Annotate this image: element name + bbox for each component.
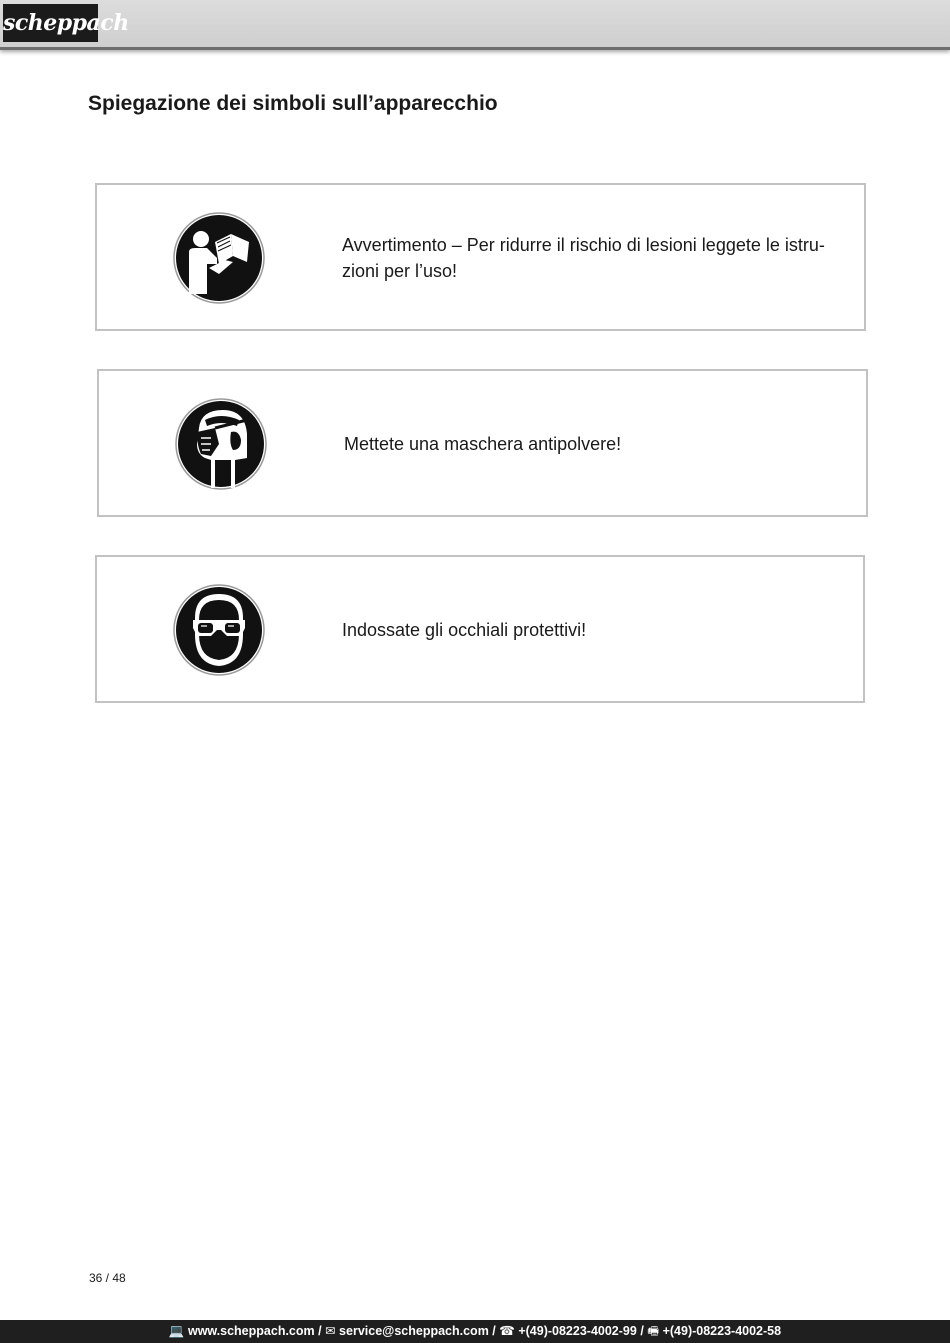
symbol-text-dust-mask: Mettete una maschera antipolvere! (344, 434, 622, 454)
symbol-box-read-manual (95, 183, 866, 331)
footer-website-link[interactable]: www.scheppach.com (187, 1324, 315, 1338)
read-manual-icon (173, 212, 265, 304)
footer-separator: / (640, 1324, 644, 1338)
symbol-box-dust-mask (97, 369, 868, 517)
footer-separator: / (492, 1324, 496, 1338)
safety-goggles-icon (173, 584, 265, 676)
symbol-box-safety-goggles (95, 555, 865, 703)
computer-icon: 💻 (168, 1324, 185, 1338)
fax-icon: 🖷 (647, 1324, 660, 1338)
footer-bar (0, 1320, 950, 1343)
footer-email-link[interactable]: service@scheppach.com (339, 1324, 489, 1338)
footer-phone: +(49)-08223-4002-99 (518, 1324, 637, 1338)
symbol-text-read-manual: Avvertimento – Per ridurre il rischio di lesioni leggete le istru- zioni per l’uso! (342, 235, 825, 281)
page-number: 36 / 48 (89, 1271, 126, 1285)
footer-fax: +(49)-08223-4002-58 (662, 1324, 782, 1338)
symbol-text-safety-goggles: Indossate gli occhiali protettivi! (342, 620, 587, 640)
page-title: Spiegazione dei simboli sull’apparecchio (88, 92, 498, 115)
dust-mask-icon (175, 398, 267, 490)
header-bar (0, 0, 950, 50)
telephone-icon: ☎ (499, 1324, 515, 1338)
footer-separator: / (318, 1324, 322, 1338)
scheppach-logo: scheppach (3, 4, 98, 42)
envelope-icon: ✉ (325, 1324, 336, 1338)
